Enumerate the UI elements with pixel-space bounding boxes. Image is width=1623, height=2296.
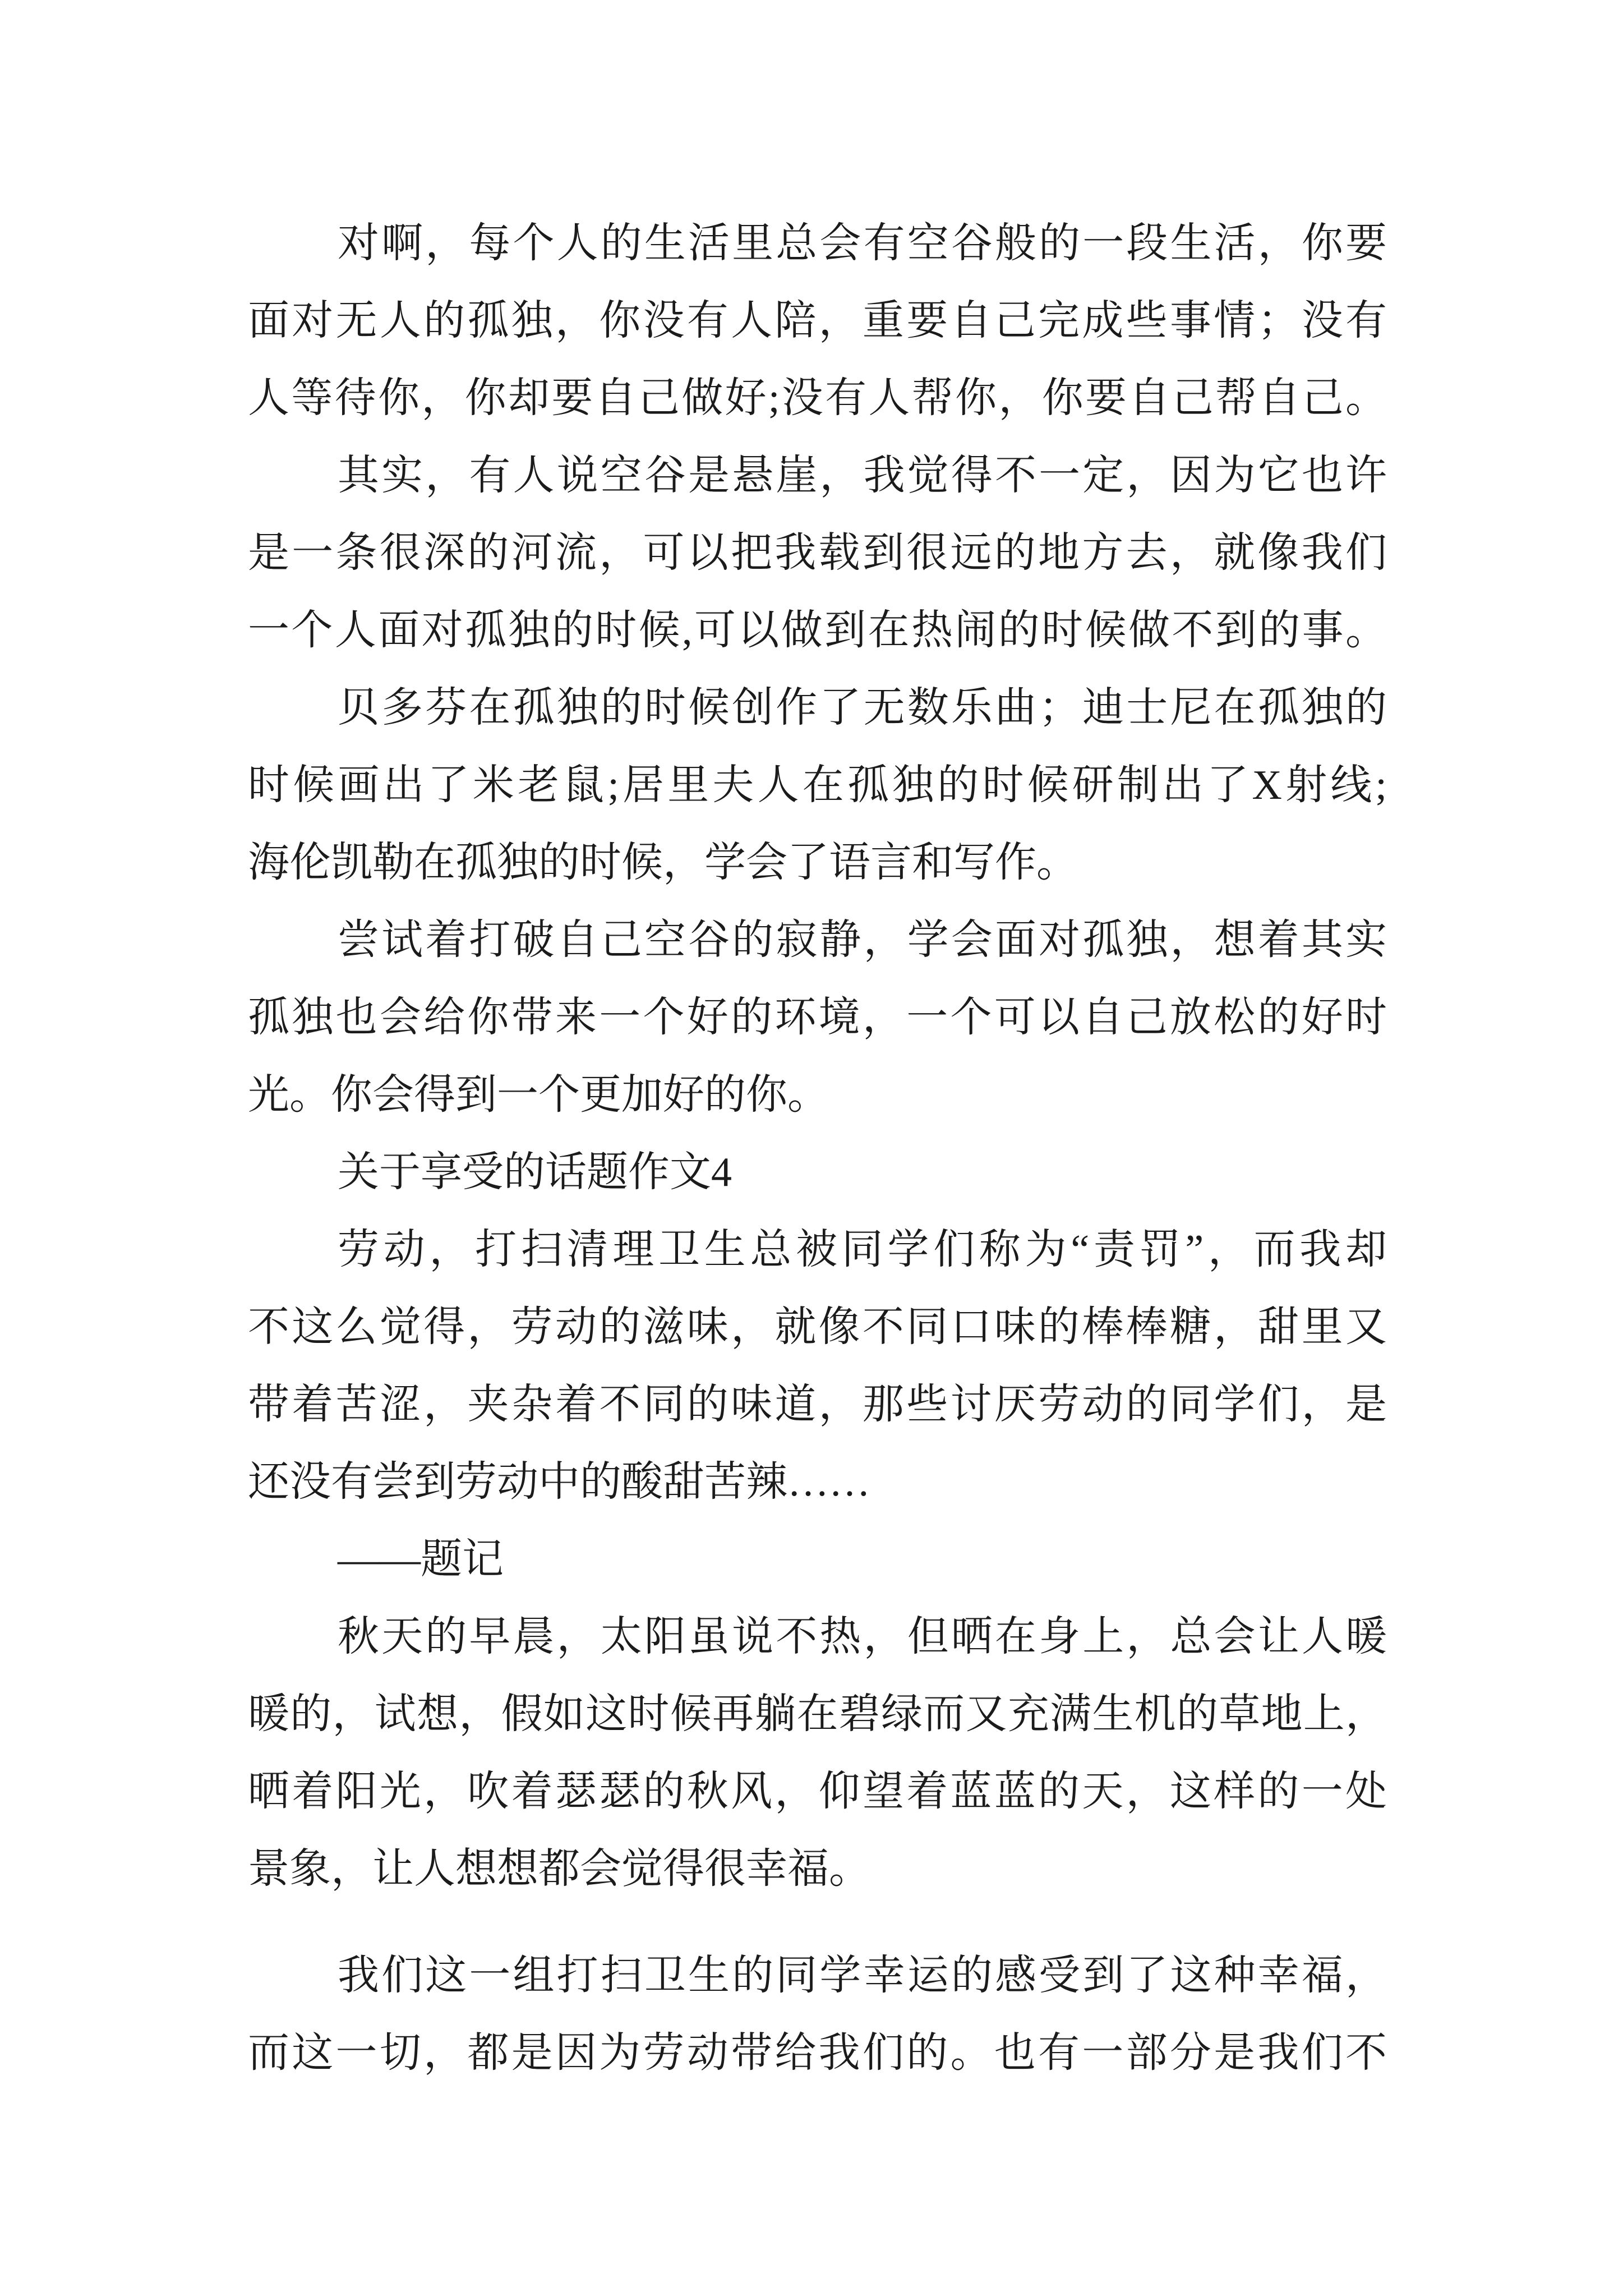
text-line: 我们这一组打扫卫生的同学幸运的感受到了这种幸福，: [338, 1953, 1387, 1999]
text-line: 其实，有人说空谷是悬崖，我觉得不一定，因为它也许: [338, 453, 1387, 499]
text-line: 景象，让人想想都会觉得很幸福。: [248, 1846, 870, 1892]
text-line: 而这一切，都是因为劳动带给我们的。也有一部分是我们不: [248, 2030, 1387, 2076]
section-heading: [248, 1134, 1387, 1211]
text-line: 贝多芬在孤独的时候创作了无数乐曲；迪士尼在孤独的: [338, 685, 1387, 731]
text-line: 晒着阳光，吹着瑟瑟的秋风，仰望着蓝蓝的天，这样的一处: [248, 1769, 1387, 1815]
document-body: [248, 205, 1387, 2092]
text-line: 尝试着打破自己空谷的寂静，学会面对孤独，想着其实: [338, 917, 1387, 963]
text-line: 还没有尝到劳动中的酸甜苦辣……: [248, 1459, 870, 1505]
text-line: 孤独也会给你带来一个好的环境，一个可以自己放松的好时: [248, 995, 1387, 1041]
text-line: 对啊，每个人的生活里总会有空谷般的一段生活，你要: [338, 220, 1387, 266]
paragraph: [248, 1598, 1387, 1908]
paragraph: [248, 1211, 1387, 1521]
paragraph: [248, 437, 1387, 669]
text-line: 人等待你，你却要自己做好;没有人帮你，你要自己帮自己。: [248, 375, 1387, 421]
text-line: 是一条很深的河流，可以把我载到很远的地方去，就像我们: [248, 530, 1387, 576]
text-line: 面对无人的孤独，你没有人陪，重要自己完成些事情；没有: [248, 298, 1387, 344]
text-line: ——题记: [338, 1536, 504, 1582]
text-line: 带着苦涩，夹杂着不同的味道，那些讨厌劳动的同学们，是: [248, 1382, 1387, 1428]
text-line: 一个人面对孤独的时候,可以做到在热闹的时候做不到的事。: [248, 608, 1387, 654]
text-line: 光。你会得到一个更加好的你。: [248, 1072, 829, 1118]
epigraph-attribution: [248, 1521, 1387, 1598]
heading-text: 关于享受的话题作文4: [338, 1149, 732, 1195]
paragraph: [248, 901, 1387, 1134]
text-line: 海伦凯勒在孤独的时候，学会了语言和写作。: [248, 840, 1078, 886]
paragraph: [248, 669, 1387, 901]
text-line: 秋天的早晨，太阳虽说不热，但晒在身上，总会让人暖: [338, 1614, 1387, 1660]
text-line: 时候画出了米老鼠;居里夫人在孤独的时候研制出了X射线;: [248, 762, 1387, 808]
text-line: 暖的，试想，假如这时候再躺在碧绿而又充满生机的草地上，: [248, 1691, 1387, 1737]
text-line: 劳动，打扫清理卫生总被同学们称为“责罚”，而我却: [338, 1227, 1387, 1273]
paragraph: [248, 1937, 1387, 2092]
paragraph: [248, 205, 1387, 437]
text-line: 不这么觉得，劳动的滋味，就像不同口味的棒棒糖，甜里又: [248, 1304, 1387, 1350]
